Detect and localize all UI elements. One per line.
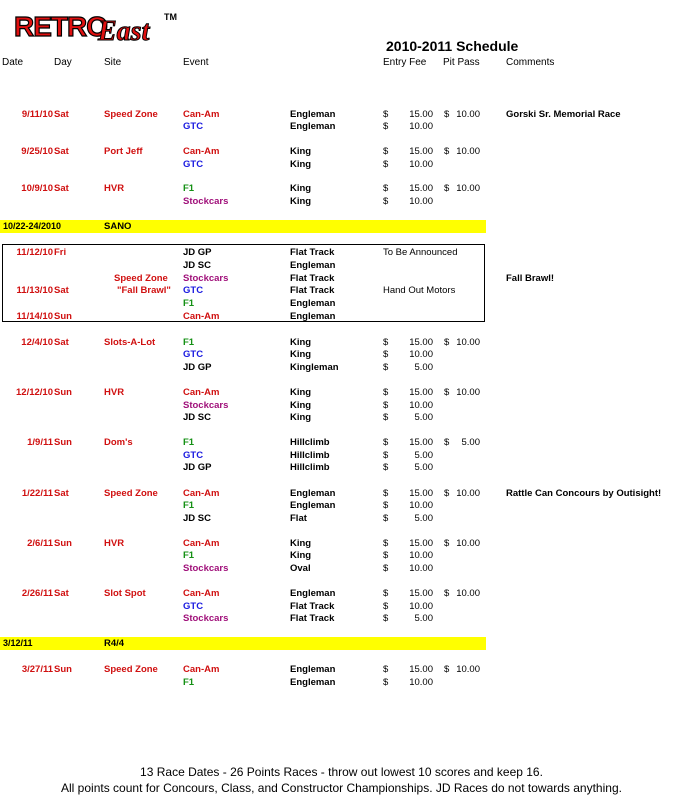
cell-pit-dollar: $: [444, 538, 450, 549]
cell-entry-fee: 15.00: [409, 538, 433, 549]
cell-event: F1: [183, 183, 195, 194]
cell-event: F1: [183, 337, 195, 348]
cell-track: Flat Track: [290, 601, 335, 612]
cell-track: Flat: [290, 513, 307, 524]
cell-entry-fee: 10.00: [409, 196, 433, 207]
cell-event: Can-Am: [183, 109, 220, 120]
cell-event: F1: [183, 677, 195, 688]
cell-site: R4/4: [104, 638, 125, 649]
cell-event: Can-Am: [183, 146, 220, 157]
cell-track: Engleman: [290, 488, 336, 499]
cell-entry-dollar: $: [383, 109, 389, 120]
cell-track: Engleman: [290, 311, 336, 322]
logo-tm-text: TM: [164, 12, 177, 22]
cell-event: GTC: [183, 285, 204, 296]
cell-entry-fee: 15.00: [409, 488, 433, 499]
cell-entry-dollar: $: [383, 550, 389, 561]
cell-entry-dollar: $: [383, 462, 389, 473]
table-row: [0, 512, 683, 525]
cell-entry-dollar: $: [383, 437, 389, 448]
cell-day: Sat: [54, 183, 69, 194]
cell-event: GTC: [183, 121, 204, 132]
table-row: [0, 436, 683, 449]
cell-comment: Gorski Sr. Memorial Race: [506, 109, 621, 120]
cell-site: "Fall Brawl": [117, 285, 171, 296]
table-row: [0, 259, 683, 272]
table-row: [0, 386, 683, 399]
cell-date: 11/14/10: [16, 311, 53, 322]
cell-entry-dollar: $: [383, 121, 389, 132]
cell-track: Engleman: [290, 500, 336, 511]
cell-note: Hand Out Motors: [383, 285, 456, 296]
header-date: Date: [2, 57, 24, 68]
cell-track: Kingleman: [290, 362, 339, 373]
cell-pit-pass: 10.00: [456, 387, 480, 398]
retro-east-logo: [12, 6, 182, 48]
cell-pit-pass: 10.00: [456, 337, 480, 348]
header-comments: Comments: [506, 57, 555, 68]
cell-entry-dollar: $: [383, 337, 389, 348]
cell-date: 11/12/10: [16, 247, 53, 258]
cell-date: 11/13/10: [16, 285, 53, 296]
cell-entry-dollar: $: [383, 362, 389, 373]
cell-event: JD GP: [183, 362, 212, 373]
cell-entry-dollar: $: [383, 613, 389, 624]
cell-pit-pass: 10.00: [456, 488, 480, 499]
cell-track: Flat Track: [290, 273, 335, 284]
cell-track: Engleman: [290, 121, 336, 132]
cell-event: F1: [183, 298, 195, 309]
cell-entry-dollar: $: [383, 183, 389, 194]
cell-date: 9/11/10: [21, 109, 53, 120]
cell-site: HVR: [104, 538, 125, 549]
table-row: [0, 562, 683, 575]
cell-track: Engleman: [290, 109, 336, 120]
cell-track: Hillclimb: [290, 462, 330, 473]
cell-track: Engleman: [290, 260, 336, 271]
cell-entry-fee: 5.00: [414, 462, 433, 473]
cell-entry-fee: 15.00: [409, 664, 433, 675]
cell-track: King: [290, 146, 312, 157]
table-row: [0, 284, 683, 297]
cell-track: Hillclimb: [290, 450, 330, 461]
cell-event: F1: [183, 550, 195, 561]
cell-entry-fee: 10.00: [409, 121, 433, 132]
cell-entry-fee: 10.00: [409, 677, 433, 688]
cell-pit-pass: 10.00: [456, 146, 480, 157]
cell-track: Engleman: [290, 298, 336, 309]
cell-entry-fee: 15.00: [409, 588, 433, 599]
cell-event: GTC: [183, 349, 204, 360]
cell-track: King: [290, 337, 312, 348]
cell-entry-fee: 15.00: [409, 387, 433, 398]
cell-event: Can-Am: [183, 538, 220, 549]
cell-day: Sun: [54, 387, 72, 398]
cell-entry-dollar: $: [383, 538, 389, 549]
cell-track: Flat Track: [290, 285, 335, 296]
cell-entry-fee: 15.00: [409, 437, 433, 448]
cell-entry-fee: 10.00: [409, 601, 433, 612]
cell-entry-fee: 5.00: [414, 613, 433, 624]
cell-day: Sun: [54, 538, 72, 549]
cell-entry-dollar: $: [383, 450, 389, 461]
cell-pit-pass: 10.00: [456, 588, 480, 599]
cell-site: Dom's: [104, 437, 133, 448]
cell-site: Slot Spot: [104, 588, 146, 599]
cell-track: King: [290, 159, 312, 170]
cell-event: Stockcars: [183, 613, 229, 624]
cell-event: Can-Am: [183, 311, 220, 322]
cell-event: JD GP: [183, 247, 212, 258]
cell-date: 10/22-24/2010: [3, 221, 62, 231]
cell-pit-dollar: $: [444, 664, 450, 675]
cell-event: JD SC: [183, 260, 211, 271]
cell-track: Engleman: [290, 677, 336, 688]
table-row: [0, 195, 683, 208]
cell-track: Flat Track: [290, 613, 335, 624]
cell-pit-pass: 10.00: [456, 183, 480, 194]
cell-pit-pass: 10.00: [456, 664, 480, 675]
cell-entry-dollar: $: [383, 588, 389, 599]
cell-event: Stockcars: [183, 196, 229, 207]
cell-entry-fee: 10.00: [409, 349, 433, 360]
cell-track: Flat Track: [290, 247, 335, 258]
schedule-title: 2010-2011 Schedule: [386, 38, 519, 54]
cell-track: Hillclimb: [290, 437, 330, 448]
cell-event: F1: [183, 437, 195, 448]
cell-entry-dollar: $: [383, 601, 389, 612]
cell-date: 12/12/10: [16, 387, 53, 398]
cell-comment: Fall Brawl!: [506, 273, 555, 284]
footer-line-2: All points count for Concours, Class, and Constructor Championships. JD Races do not towards anything.: [61, 781, 622, 795]
cell-entry-fee: 10.00: [409, 400, 433, 411]
cell-day: Sat: [54, 109, 69, 120]
cell-entry-fee: 5.00: [414, 362, 433, 373]
cell-entry-dollar: $: [383, 664, 389, 675]
table-row: [0, 310, 683, 323]
cell-entry-fee: 15.00: [409, 337, 433, 348]
cell-entry-dollar: $: [383, 488, 389, 499]
header-pit-pass: Pit Pass: [443, 57, 480, 68]
cell-pit-pass: 5.00: [461, 437, 480, 448]
cell-event: Can-Am: [183, 664, 220, 675]
table-row: [0, 499, 683, 512]
cell-entry-dollar: $: [383, 412, 389, 423]
logo-east-text: East: [98, 16, 150, 47]
cell-entry-fee: 10.00: [409, 550, 433, 561]
cell-entry-dollar: $: [383, 677, 389, 688]
cell-day: Sat: [54, 337, 69, 348]
cell-track: Engleman: [290, 588, 336, 599]
table-row: [0, 348, 683, 361]
cell-site: HVR: [104, 183, 125, 194]
cell-day: Fri: [54, 247, 67, 258]
cell-day: Sat: [54, 488, 69, 499]
cell-pit-dollar: $: [444, 183, 450, 194]
cell-pit-dollar: $: [444, 146, 450, 157]
cell-date: 1/22/11: [21, 488, 53, 499]
cell-entry-dollar: $: [383, 349, 389, 360]
table-row: [0, 145, 683, 158]
cell-date: 3/12/11: [3, 638, 33, 648]
cell-pit-dollar: $: [444, 437, 450, 448]
cell-event: Stockcars: [183, 400, 229, 411]
cell-day: Sun: [54, 664, 72, 675]
cell-entry-dollar: $: [383, 400, 389, 411]
cell-day: Sat: [54, 146, 69, 157]
table-row: [0, 158, 683, 171]
cell-day: Sun: [54, 311, 72, 322]
cell-track: King: [290, 400, 312, 411]
table-row: [0, 461, 683, 474]
cell-date: 3/27/11: [21, 664, 53, 675]
cell-site: Speed Zone: [104, 109, 158, 120]
cell-entry-dollar: $: [383, 387, 389, 398]
cell-pit-dollar: $: [444, 588, 450, 599]
cell-track: King: [290, 183, 312, 194]
cell-date: 9/25/10: [21, 146, 53, 157]
cell-event: GTC: [183, 450, 204, 461]
cell-event: Can-Am: [183, 588, 220, 599]
table-row: [0, 612, 683, 625]
cell-entry-fee: 15.00: [409, 109, 433, 120]
cell-track: King: [290, 196, 312, 207]
cell-event: GTC: [183, 159, 204, 170]
header-day: Day: [54, 57, 72, 68]
cell-entry-dollar: $: [383, 563, 389, 574]
cell-event: JD SC: [183, 412, 211, 423]
cell-site: Speed Zone: [114, 273, 168, 284]
table-row: [0, 297, 683, 310]
cell-entry-fee: 15.00: [409, 183, 433, 194]
table-row: [0, 663, 683, 676]
cell-site: Port Jeff: [104, 146, 143, 157]
cell-site: Speed Zone: [104, 488, 158, 499]
cell-event: F1: [183, 500, 195, 511]
cell-site: Slots-A-Lot: [104, 337, 156, 348]
footer-line-1: 13 Race Dates - 26 Points Races - throw out lowest 10 scores and keep 16.: [140, 765, 543, 779]
table-row: [0, 361, 683, 374]
cell-entry-fee: 10.00: [409, 159, 433, 170]
cell-pit-dollar: $: [444, 337, 450, 348]
cell-event: Can-Am: [183, 488, 220, 499]
cell-event: Stockcars: [183, 273, 229, 284]
header-event: Event: [183, 57, 209, 68]
cell-track: King: [290, 387, 312, 398]
cell-entry-dollar: $: [383, 196, 389, 207]
cell-event: Stockcars: [183, 563, 229, 574]
table-row: [0, 120, 683, 133]
cell-entry-fee: 5.00: [414, 412, 433, 423]
cell-track: Oval: [290, 563, 311, 574]
cell-entry-fee: 15.00: [409, 146, 433, 157]
cell-entry-fee: 10.00: [409, 563, 433, 574]
cell-track: Engleman: [290, 664, 336, 675]
cell-note: To Be Announced: [383, 247, 458, 258]
cell-pit-dollar: $: [444, 488, 450, 499]
cell-day: Sun: [54, 437, 72, 448]
cell-pit-dollar: $: [444, 387, 450, 398]
cell-date: 10/9/10: [21, 183, 53, 194]
table-row: [0, 676, 683, 689]
table-row: [0, 411, 683, 424]
highlight-row: [0, 637, 683, 650]
table-row: [0, 182, 683, 195]
table-row: [0, 549, 683, 562]
cell-entry-dollar: $: [383, 500, 389, 511]
cell-track: King: [290, 550, 312, 561]
cell-event: JD GP: [183, 462, 212, 473]
table-row: [0, 587, 683, 600]
highlight-row: [0, 220, 683, 233]
cell-entry-fee: 5.00: [414, 513, 433, 524]
cell-event: GTC: [183, 601, 204, 612]
cell-pit-dollar: $: [444, 109, 450, 120]
cell-event: JD SC: [183, 513, 211, 524]
cell-track: King: [290, 538, 312, 549]
cell-pit-pass: 10.00: [456, 538, 480, 549]
cell-site: HVR: [104, 387, 125, 398]
cell-comment: Rattle Can Concours by Outisight!: [506, 488, 662, 499]
header-entry-fee: Entry Fee: [383, 57, 427, 68]
cell-day: Sat: [54, 285, 69, 296]
cell-entry-dollar: $: [383, 513, 389, 524]
header-site: Site: [104, 57, 122, 68]
cell-date: 2/26/11: [21, 588, 53, 599]
cell-track: King: [290, 412, 312, 423]
cell-event: Can-Am: [183, 387, 220, 398]
cell-entry-dollar: $: [383, 146, 389, 157]
cell-date: 1/9/11: [27, 437, 53, 448]
cell-entry-dollar: $: [383, 159, 389, 170]
logo-retro-text: RETRO: [14, 11, 107, 42]
cell-date: 2/6/11: [27, 538, 53, 549]
cell-track: King: [290, 349, 312, 360]
cell-date: 12/4/10: [21, 337, 53, 348]
cell-entry-fee: 10.00: [409, 500, 433, 511]
cell-site: Speed Zone: [104, 664, 158, 675]
cell-pit-pass: 10.00: [456, 109, 480, 120]
cell-entry-fee: 5.00: [414, 450, 433, 461]
cell-site: SANO: [104, 221, 132, 232]
cell-day: Sat: [54, 588, 69, 599]
table-row: [0, 246, 683, 259]
